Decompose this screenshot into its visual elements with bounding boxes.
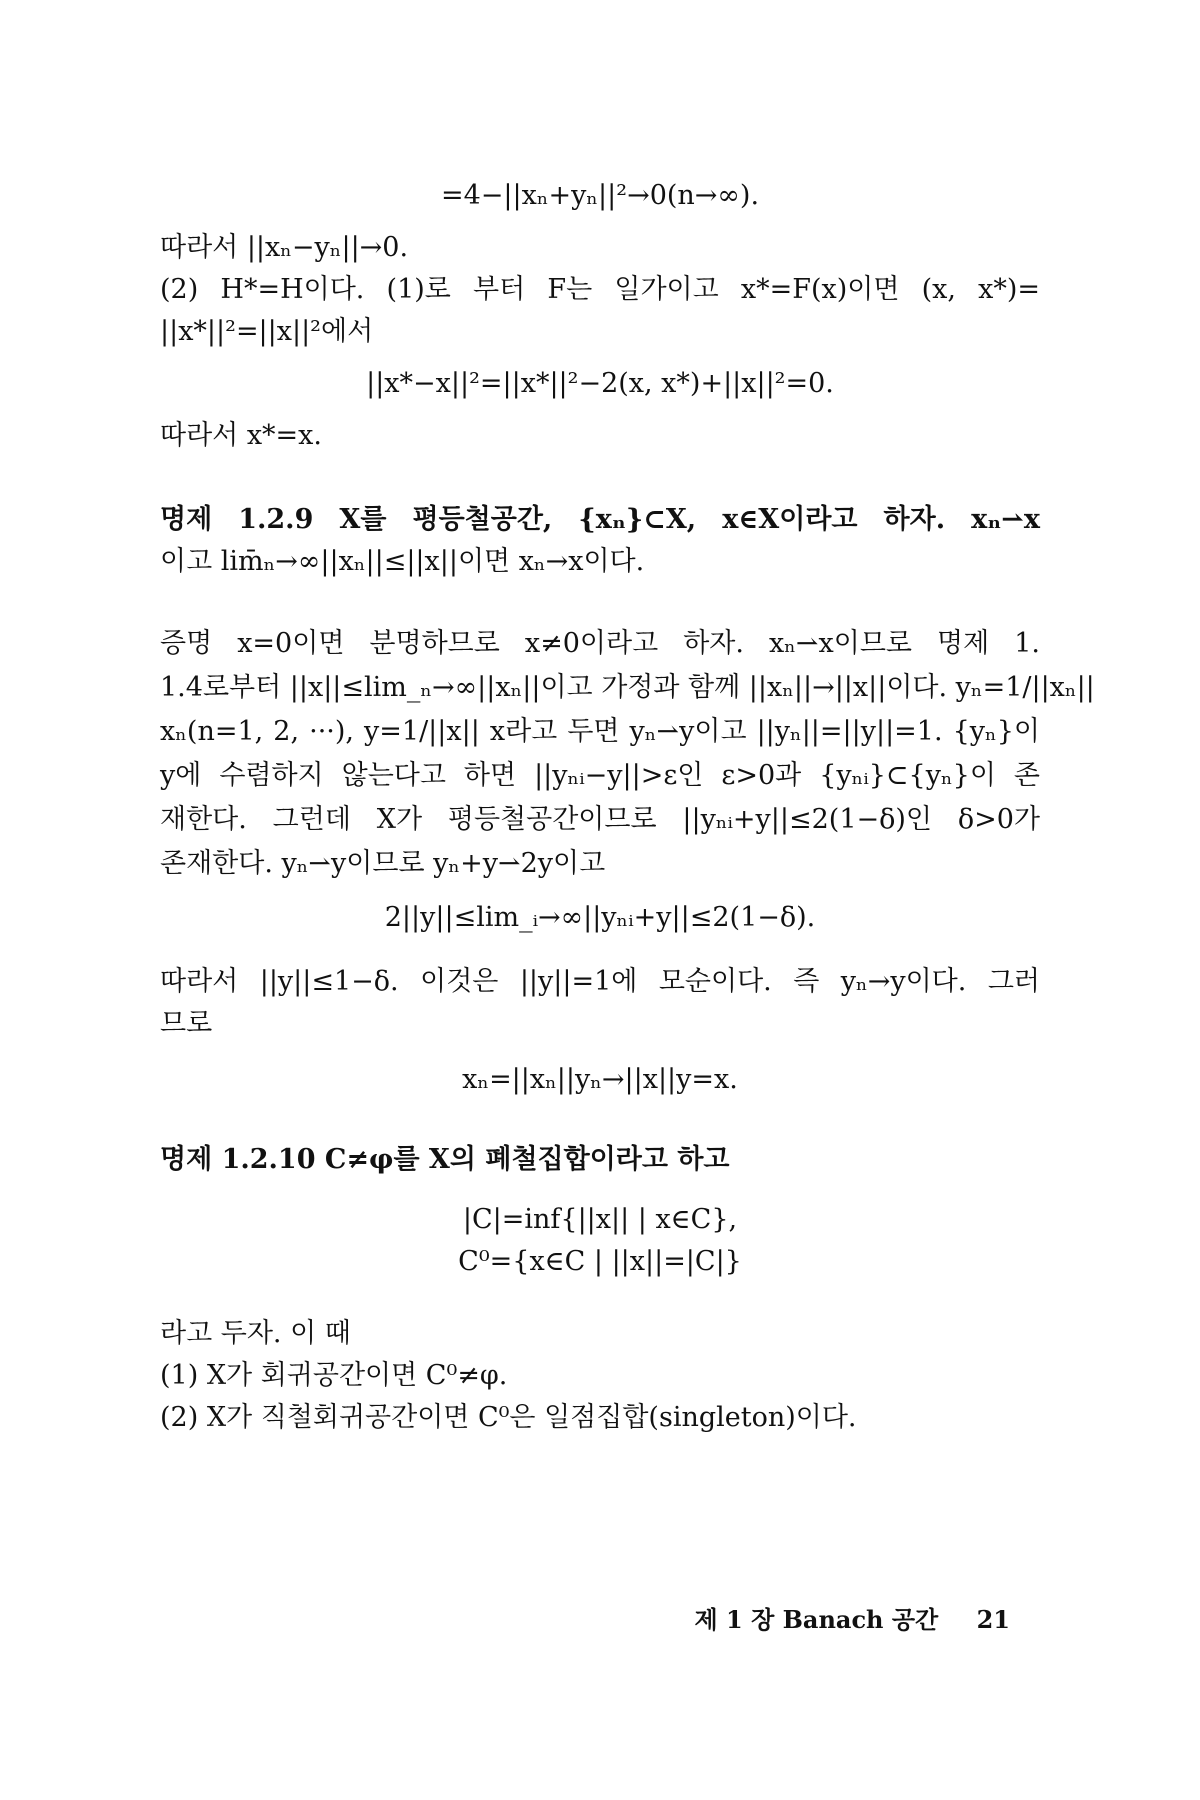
text-line: 라고 두자. 이 때 — [160, 1318, 351, 1349]
proof-line: 재한다. 그런데 X가 평등철공간이므로 ||yₙᵢ+y||≤2(1−δ)인 δ>0가 — [160, 804, 1040, 835]
page-footer — [664, 1600, 1010, 1635]
proof-line: 따라서 ||y||≤1−δ. 이것은 ||y||=1에 모순이다. 즉 yₙ→y이다. 그러 — [160, 966, 1040, 997]
equation-line: xₙ=||xₙ||yₙ→||x||y=x. — [462, 1064, 738, 1095]
proof-line: xₙ(n=1, 2, ···), y=1/||x|| x라고 두면 yₙ⇀y이고 ||yₙ||=||y||=1. {yₙ}이 — [160, 716, 1040, 747]
text-line: 따라서 ||xₙ−yₙ||→0. — [160, 232, 409, 263]
equation-line: 2||y||≤lim_ᵢ→∞||yₙᵢ+y||≤2(1−δ). — [384, 902, 816, 933]
equation-line: |C|=inf{||x|| | x∈C}, — [462, 1204, 738, 1235]
equation-line: C⁰={x∈C | ||x||=|C|} — [458, 1246, 742, 1277]
proof-line: 존재한다. yₙ⇀y이므로 yₙ+y⇀2y이고 — [160, 848, 606, 879]
list-item: (2) X가 직철회귀공간이면 C⁰은 일점집합(singleton)이다. — [160, 1402, 857, 1433]
proof-line: 증명 x=0이면 분명하므로 x≠0이라고 하자. xₙ⇀x이므로 명제 1. — [160, 628, 1040, 659]
text-line: ||x*||²=||x||²에서 — [160, 316, 374, 347]
equation-line: =4−||xₙ+yₙ||²→0(n→∞). — [440, 180, 760, 211]
proof-line: 므로 — [160, 1008, 213, 1039]
page-number: 21 — [976, 1605, 1010, 1634]
proof-line: y에 수렴하지 않는다고 하면 ||yₙᵢ−y||>ε인 ε>0과 {yₙᵢ}⊂{yₙ}이 존 — [160, 760, 1040, 791]
chapter-title: 제 1 장 Banach 공간 — [694, 1605, 939, 1634]
proposition-1-2-10-heading: 명제 1.2.10 C≠φ를 X의 폐철집합이라고 하고 — [160, 1144, 730, 1175]
proposition-1-2-9-heading: 명제 1.2.9 X를 평등철공간, {xₙ}⊂X, x∈X이라고 하자. xₙ⇀x — [160, 504, 1040, 535]
text-line: 이고 lim̄ₙ→∞||xₙ||≤||x||이면 xₙ→x이다. — [160, 546, 645, 577]
list-item: (1) X가 회귀공간이면 C⁰≠φ. — [160, 1360, 508, 1391]
proof-line: 1.4로부터 ||x||≤lim_ₙ→∞||xₙ||이고 가정과 함께 ||xₙ||→||x||이다. yₙ=1/||xₙ|| — [160, 672, 1095, 703]
equation-line: ||x*−x||²=||x*||²−2(x, x*)+||x||²=0. — [366, 368, 834, 399]
text-line: (2) H*=H이다. (1)로 부터 F는 일가이고 x*=F(x)이면 (x, x*)= — [160, 274, 1040, 305]
text-line: 따라서 x*=x. — [160, 420, 322, 451]
